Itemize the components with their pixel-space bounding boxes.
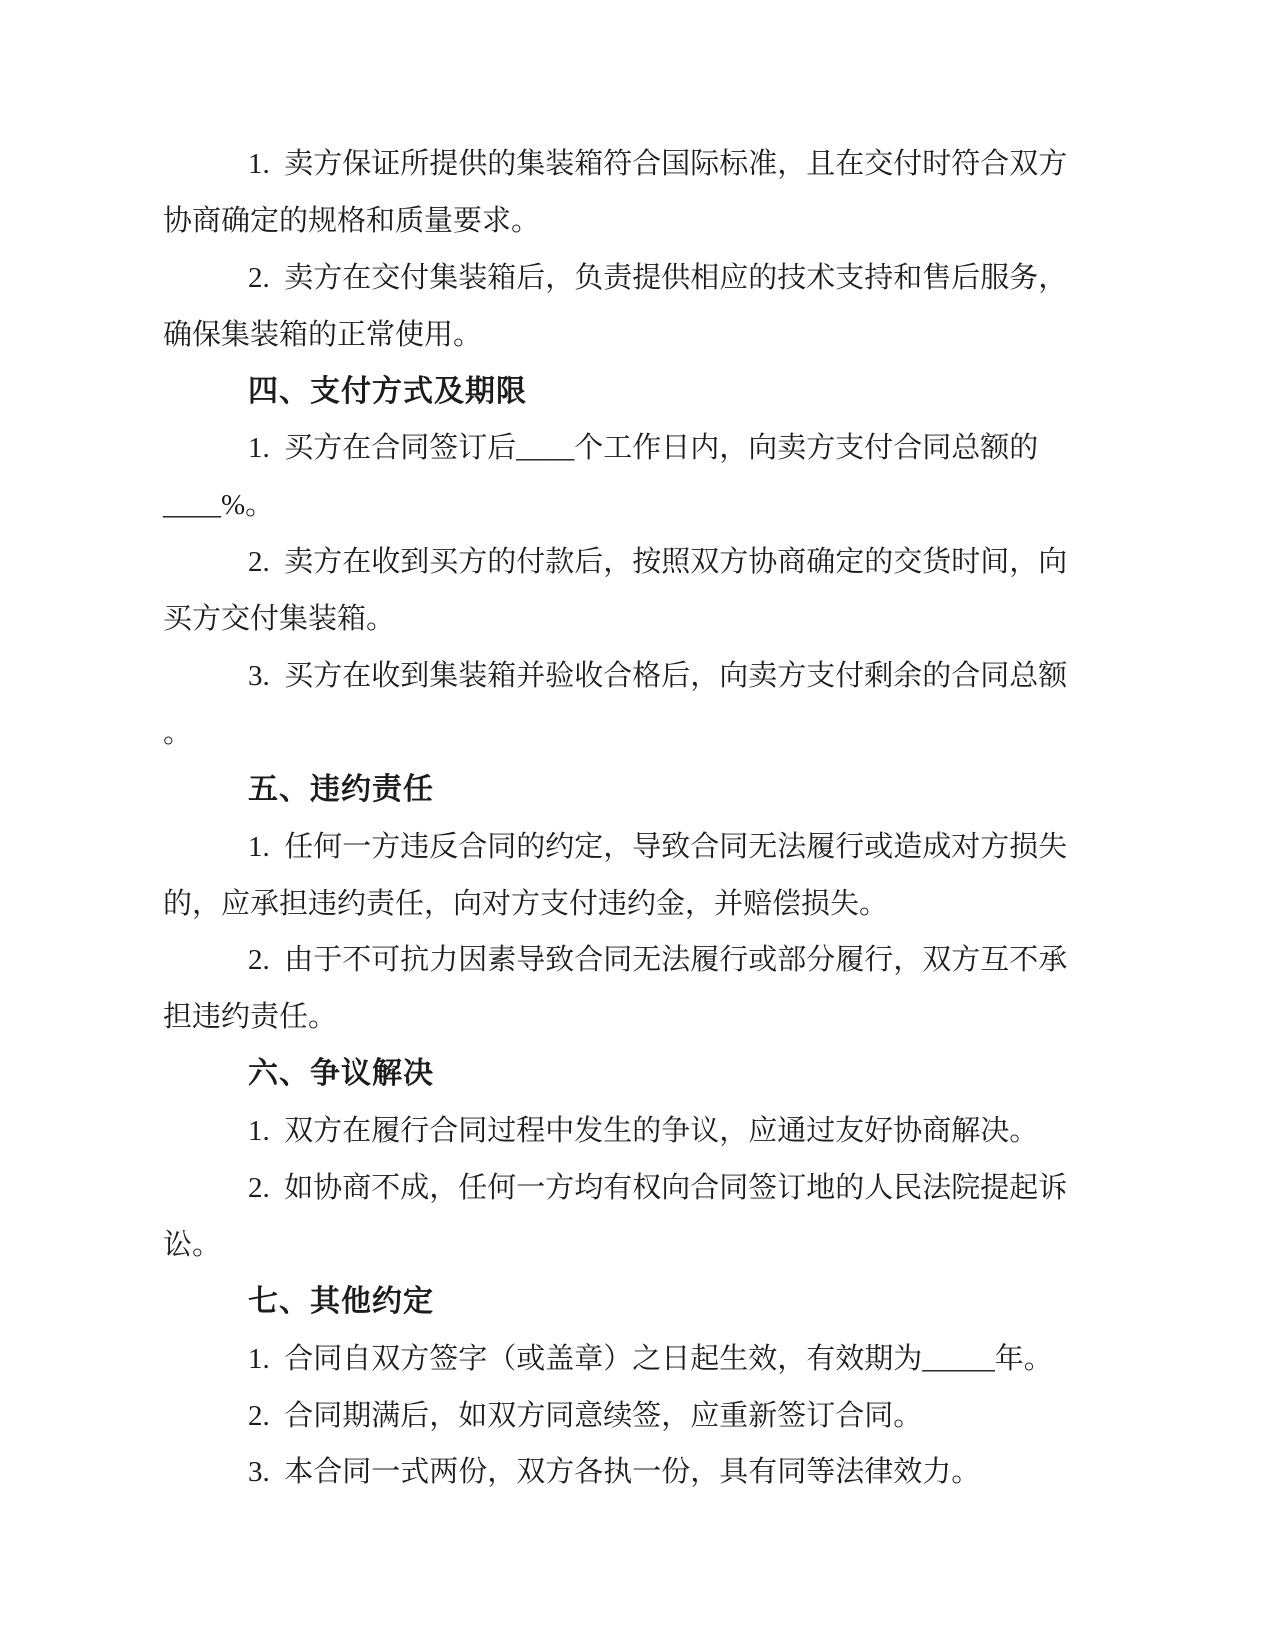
contract-line: 2. 卖方在收到买方的付款后，按照双方协商确定的交货时间，向 <box>248 546 1068 579</box>
contract-line: 确保集装箱的正常使用。 <box>163 318 483 351</box>
contract-line: 1. 任何一方违反合同的约定，导致合同无法履行或造成对方损失 <box>248 830 1068 863</box>
contract-line: 3. 买方在收到集装箱并验收合格后，向卖方支付剩余的合同总额 <box>248 660 1068 693</box>
contract-line: 担违约责任。 <box>163 1001 338 1034</box>
contract-line: 2. 由于不可抗力因素导致合同无法履行或部分履行，双方互不承 <box>248 944 1068 977</box>
section-heading-dispute-resolution: 六、争议解决 <box>248 1057 434 1091</box>
contract-line: 买方交付集装箱。 <box>163 603 396 636</box>
contract-line: 的，应承担违约责任，向对方支付违约金，并赔偿损失。 <box>163 887 889 920</box>
contract-line: 。 <box>163 716 193 749</box>
contract-line: 协商确定的规格和质量要求。 <box>163 204 541 237</box>
contract-line: 1. 双方在履行合同过程中发生的争议，应通过友好协商解决。 <box>248 1115 1039 1148</box>
contract-line: 2. 如协商不成，任何一方均有权向合同签订地的人民法院提起诉 <box>248 1172 1068 1205</box>
section-heading-payment-terms: 四、支付方式及期限 <box>248 374 527 408</box>
contract-line: 2. 卖方在交付集装箱后，负责提供相应的技术支持和售后服务， <box>248 261 1068 294</box>
section-heading-other-provisions: 七、其他约定 <box>248 1284 434 1318</box>
section-heading-breach-liability: 五、违约责任 <box>248 772 434 806</box>
contract-line: ____%。 <box>163 489 275 522</box>
contract-line: 1. 合同自双方签字（或盖章）之日起生效，有效期为_____年。 <box>248 1342 1053 1375</box>
contract-line: 讼。 <box>163 1228 222 1261</box>
contract-line: 3. 本合同一式两份，双方各执一份，具有同等法律效力。 <box>248 1456 981 1489</box>
contract-line: 1. 卖方保证所提供的集装箱符合国际标准，且在交付时符合双方 <box>248 148 1068 180</box>
contract-line: 2. 合同期满后，如双方同意续签，应重新签订合同。 <box>248 1399 923 1432</box>
contract-line: 1. 买方在合同签订后____个工作日内，向卖方支付合同总额的 <box>248 432 1039 465</box>
